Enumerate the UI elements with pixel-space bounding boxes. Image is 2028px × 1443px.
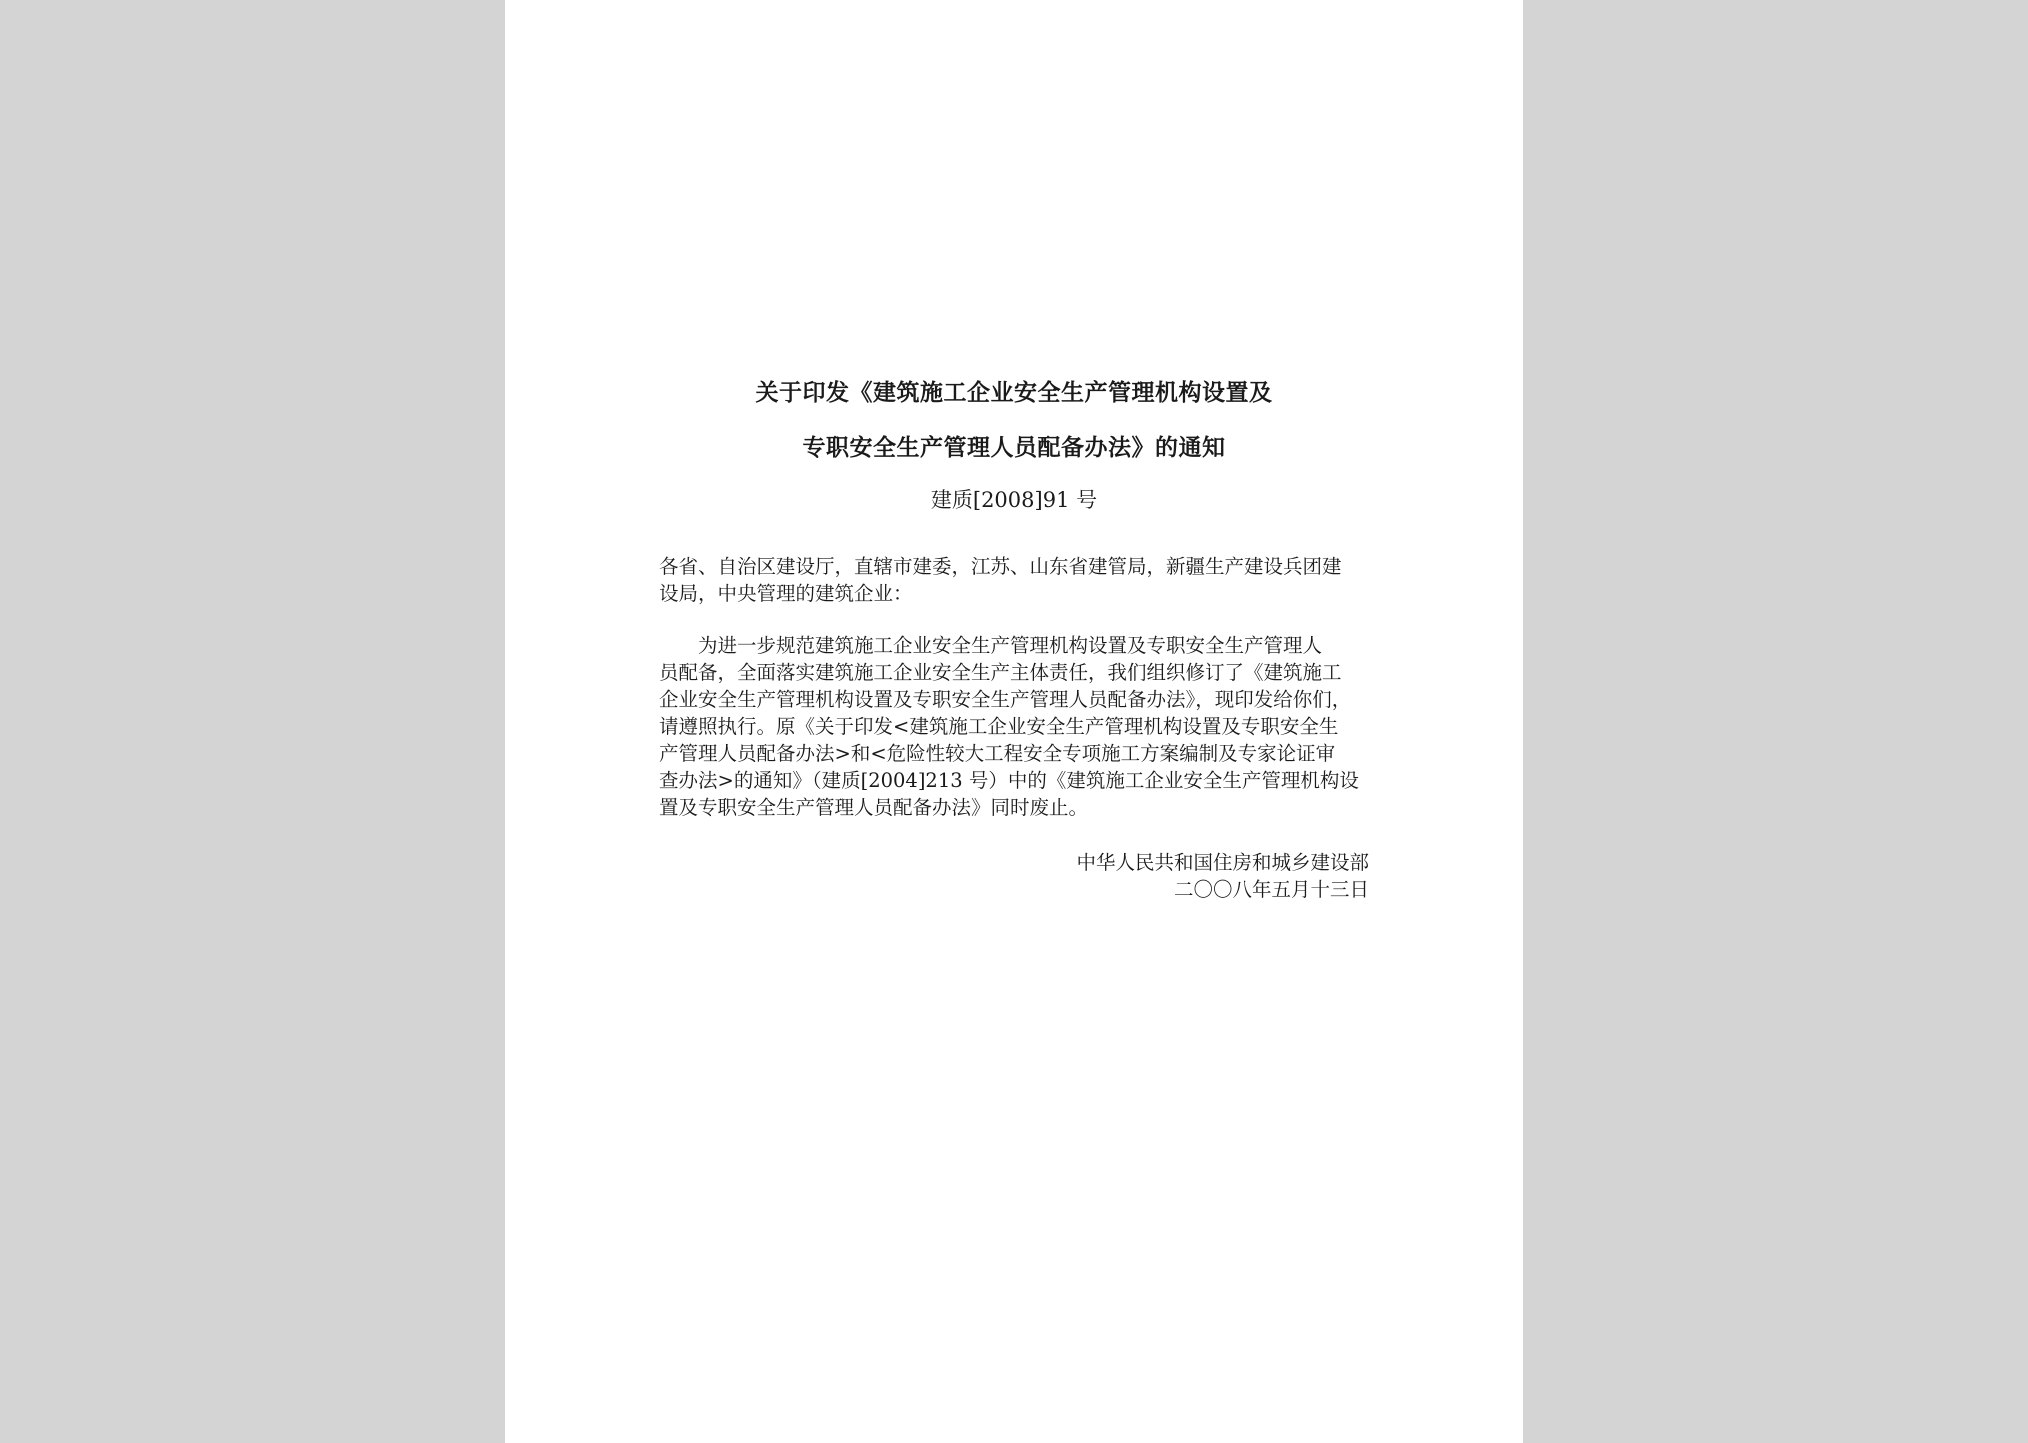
body-line: 员配备，全面落实建筑施工企业安全生产主体责任，我们组织修订了《建筑施工: [659, 661, 1342, 684]
document-title-line-1: 关于印发《建筑施工企业安全生产管理机构设置及: [755, 379, 1273, 406]
document-title-line-2: 专职安全生产管理人员配备办法》的通知: [802, 434, 1226, 461]
document-page: [505, 0, 1523, 1443]
body-line: 置及专职安全生产管理人员配备办法》同时废止。: [659, 796, 1089, 819]
document-number: 建质[2008]91 号: [930, 488, 1098, 512]
issue-date: 二〇〇八年五月十三日: [1173, 878, 1369, 901]
body-line: 查办法>的通知》（建质[2004]213 号）中的《建筑施工企业安全生产管理机构设: [659, 769, 1359, 792]
body-line: 为进一步规范建筑施工企业安全生产管理机构设置及专职安全生产管理人: [659, 634, 1323, 657]
body-line: 请遵照执行。原《关于印发<建筑施工企业安全生产管理机构设置及专职安全生: [659, 715, 1339, 738]
addressee-line: 各省、自治区建设厅，直辖市建委，江苏、山东省建管局，新疆生产建设兵团建: [659, 555, 1342, 578]
addressee-line: 设局，中央管理的建筑企业：: [659, 582, 913, 605]
issuer: 中华人民共和国住房和城乡建设部: [1076, 851, 1369, 874]
body-line: 产管理人员配备办法>和<危险性较大工程安全专项施工方案编制及专家论证审: [659, 742, 1336, 765]
body-line: 企业安全生产管理机构设置及专职安全生产管理人员配备办法》，现印发给你们，: [659, 688, 1352, 711]
